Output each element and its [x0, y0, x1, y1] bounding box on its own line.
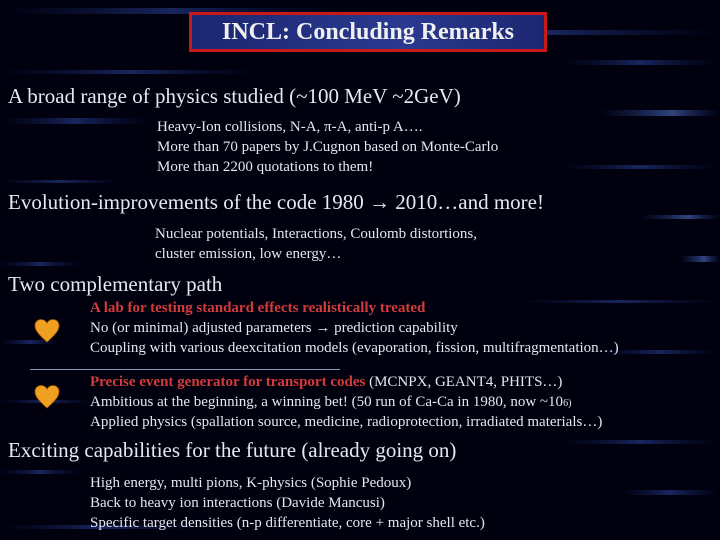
path-two-codes: (MCNPX, GEANT4, PHITS…) [365, 374, 563, 390]
path-two-highlight: Precise event generator for transport codes [90, 374, 366, 390]
detail-line: More than 2200 quotations to them! [157, 159, 374, 175]
detail-line: No (or minimal) adjusted parameters → prediction capability [90, 320, 458, 336]
path-two-line-3: Applied physics (spallation source, medicine, radioprotection, irradiated materials…) [90, 414, 603, 430]
path-divider [30, 369, 340, 370]
heading-future: Exciting capabilities for the future (already going on) [8, 438, 457, 462]
detail-line: Back to heavy ion interactions (Davide Mancusi) [90, 495, 385, 511]
detail-line: cluster emission, low energy… [155, 246, 342, 262]
detail-line: High energy, multi pions, K-physics (Sophie Pedoux) [90, 475, 412, 491]
heading-two-paths: Two complementary path [8, 272, 223, 296]
future-details [90, 473, 485, 533]
path-two-line-2-text: Ambitious at the beginning, a winning bet! (50 run of Ca-Ca in 1980, now ~10 [90, 394, 564, 410]
physics-range-details [157, 117, 498, 177]
detail-line: Specific target densities (n-p differentiate, core + major shell etc.) [90, 515, 485, 531]
path-one-details [90, 298, 619, 358]
detail-line: More than 70 papers by J.Cugnon based on Monte-Carlo [157, 139, 499, 155]
title-box [189, 12, 547, 52]
path-two-details [90, 372, 602, 432]
slide-title: INCL: Concluding Remarks [221, 18, 515, 45]
path-two-line-2 [90, 392, 602, 412]
exponent: 6 [563, 398, 569, 409]
evolution-details [155, 224, 477, 264]
heart-icon [34, 318, 60, 344]
closing-paren: ) [568, 398, 572, 409]
heading-evolution: Evolution-improvements of the code 1980 → 2010…and more! [8, 190, 544, 214]
heart-icon [34, 384, 60, 410]
detail-line: Coupling with various deexcitation models (evaporation, fission, multifragmentation…) [90, 340, 619, 356]
detail-line: Heavy-Ion collisions, N-A, π-A, anti-p A…. [157, 119, 423, 135]
path-one-highlight: A lab for testing standard effects realistically treated [90, 300, 426, 316]
detail-line: Nuclear potentials, Interactions, Coulomb distortions, [155, 226, 478, 242]
path-two-line-1 [90, 372, 602, 392]
heading-physics-range: A broad range of physics studied (~100 MeV ~2GeV) [8, 84, 461, 108]
